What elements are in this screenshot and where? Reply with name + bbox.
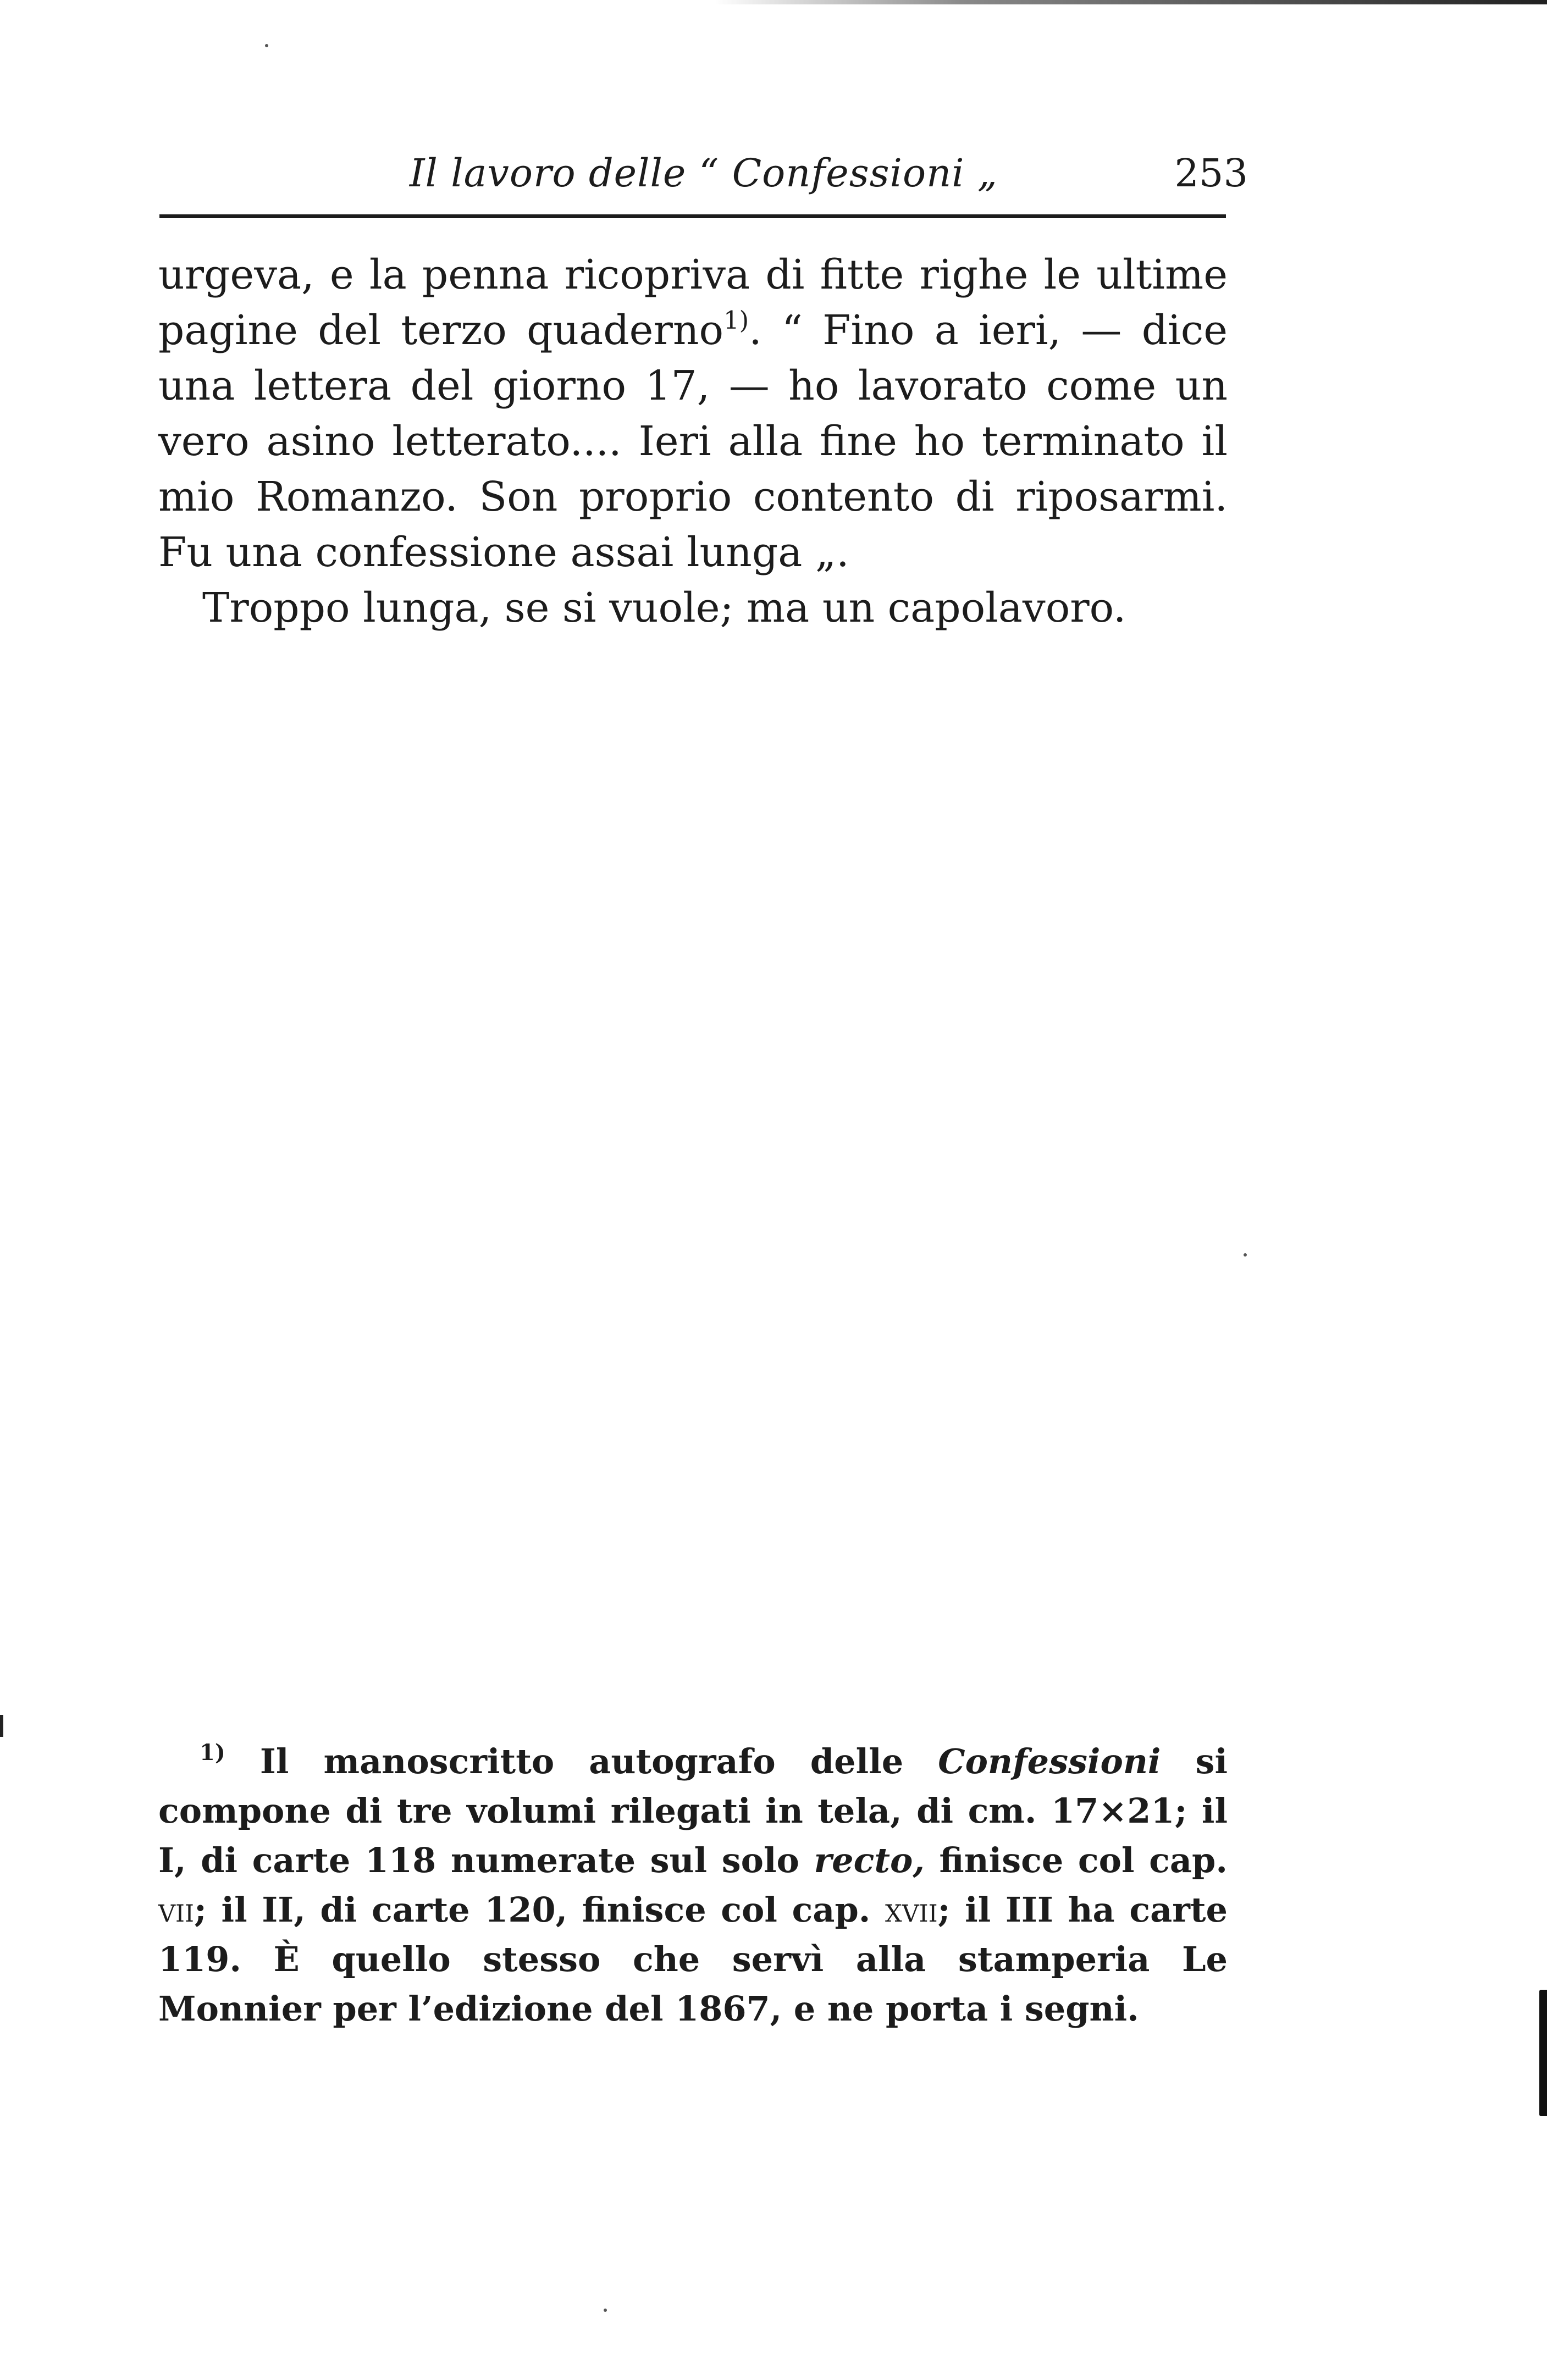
scan-edge-top [715, 0, 1547, 4]
footnote [158, 1737, 1228, 2034]
scan-speck [265, 44, 268, 47]
footnote-text: Il manoscritto autografo delle [225, 1741, 938, 1781]
footnote-reference: 1) [723, 306, 749, 335]
footnote-italic: Confessioni [938, 1741, 1161, 1781]
scan-speck [604, 2309, 607, 2312]
footnote-italic: recto, [814, 1840, 925, 1880]
header-rule [159, 214, 1226, 218]
page-number: 253 [1174, 151, 1248, 196]
running-title: Il lavoro delle “ Confessioni „ [409, 151, 998, 196]
footnote-text: ; il III ha carte 119. È quello stesso che servì alla stamperia Le Monnier per l’edizione del 1867, e ne porta i segni. [158, 1890, 1228, 2029]
paragraph: Troppo lunga, se si vuole; ma un capolavoro. [202, 584, 1126, 632]
main-text [158, 247, 1228, 636]
scan-edge-right [1539, 1990, 1547, 2116]
paragraph [158, 247, 1228, 580]
scan-mark-left [0, 1715, 3, 1737]
footnote-text: ; il II, di carte 120, finisce col cap. [194, 1890, 885, 1930]
scan-speck [1244, 1253, 1247, 1257]
footnotes [158, 1737, 1228, 2034]
paragraph-text: urgeva, e la penna ricopriva di fitte righe le ultime pagine del terzo quaderno [158, 251, 1228, 354]
footnote-marker: 1) [200, 1740, 225, 1765]
footnote-chapter-numeral: vii [158, 1890, 195, 1930]
footnote-text: si compone di tre volumi rilegati in tela, di cm. 17×21; il I, di carte 118 numerate sul solo [158, 1741, 1228, 1880]
footnote-chapter-numeral: xvii [885, 1890, 938, 1930]
running-head [159, 148, 1248, 198]
footnote-text: finisce col cap. [924, 1840, 1228, 1880]
paragraph-text: . “ Fino a ieri, — dice una lettera del giorno 17, — ho lavorato come un vero asino letterato.... Ieri alla fine ho terminato il mio Romanzo. Son proprio contento di riposarmi. Fu una confessione assai lunga „. [158, 307, 1228, 576]
